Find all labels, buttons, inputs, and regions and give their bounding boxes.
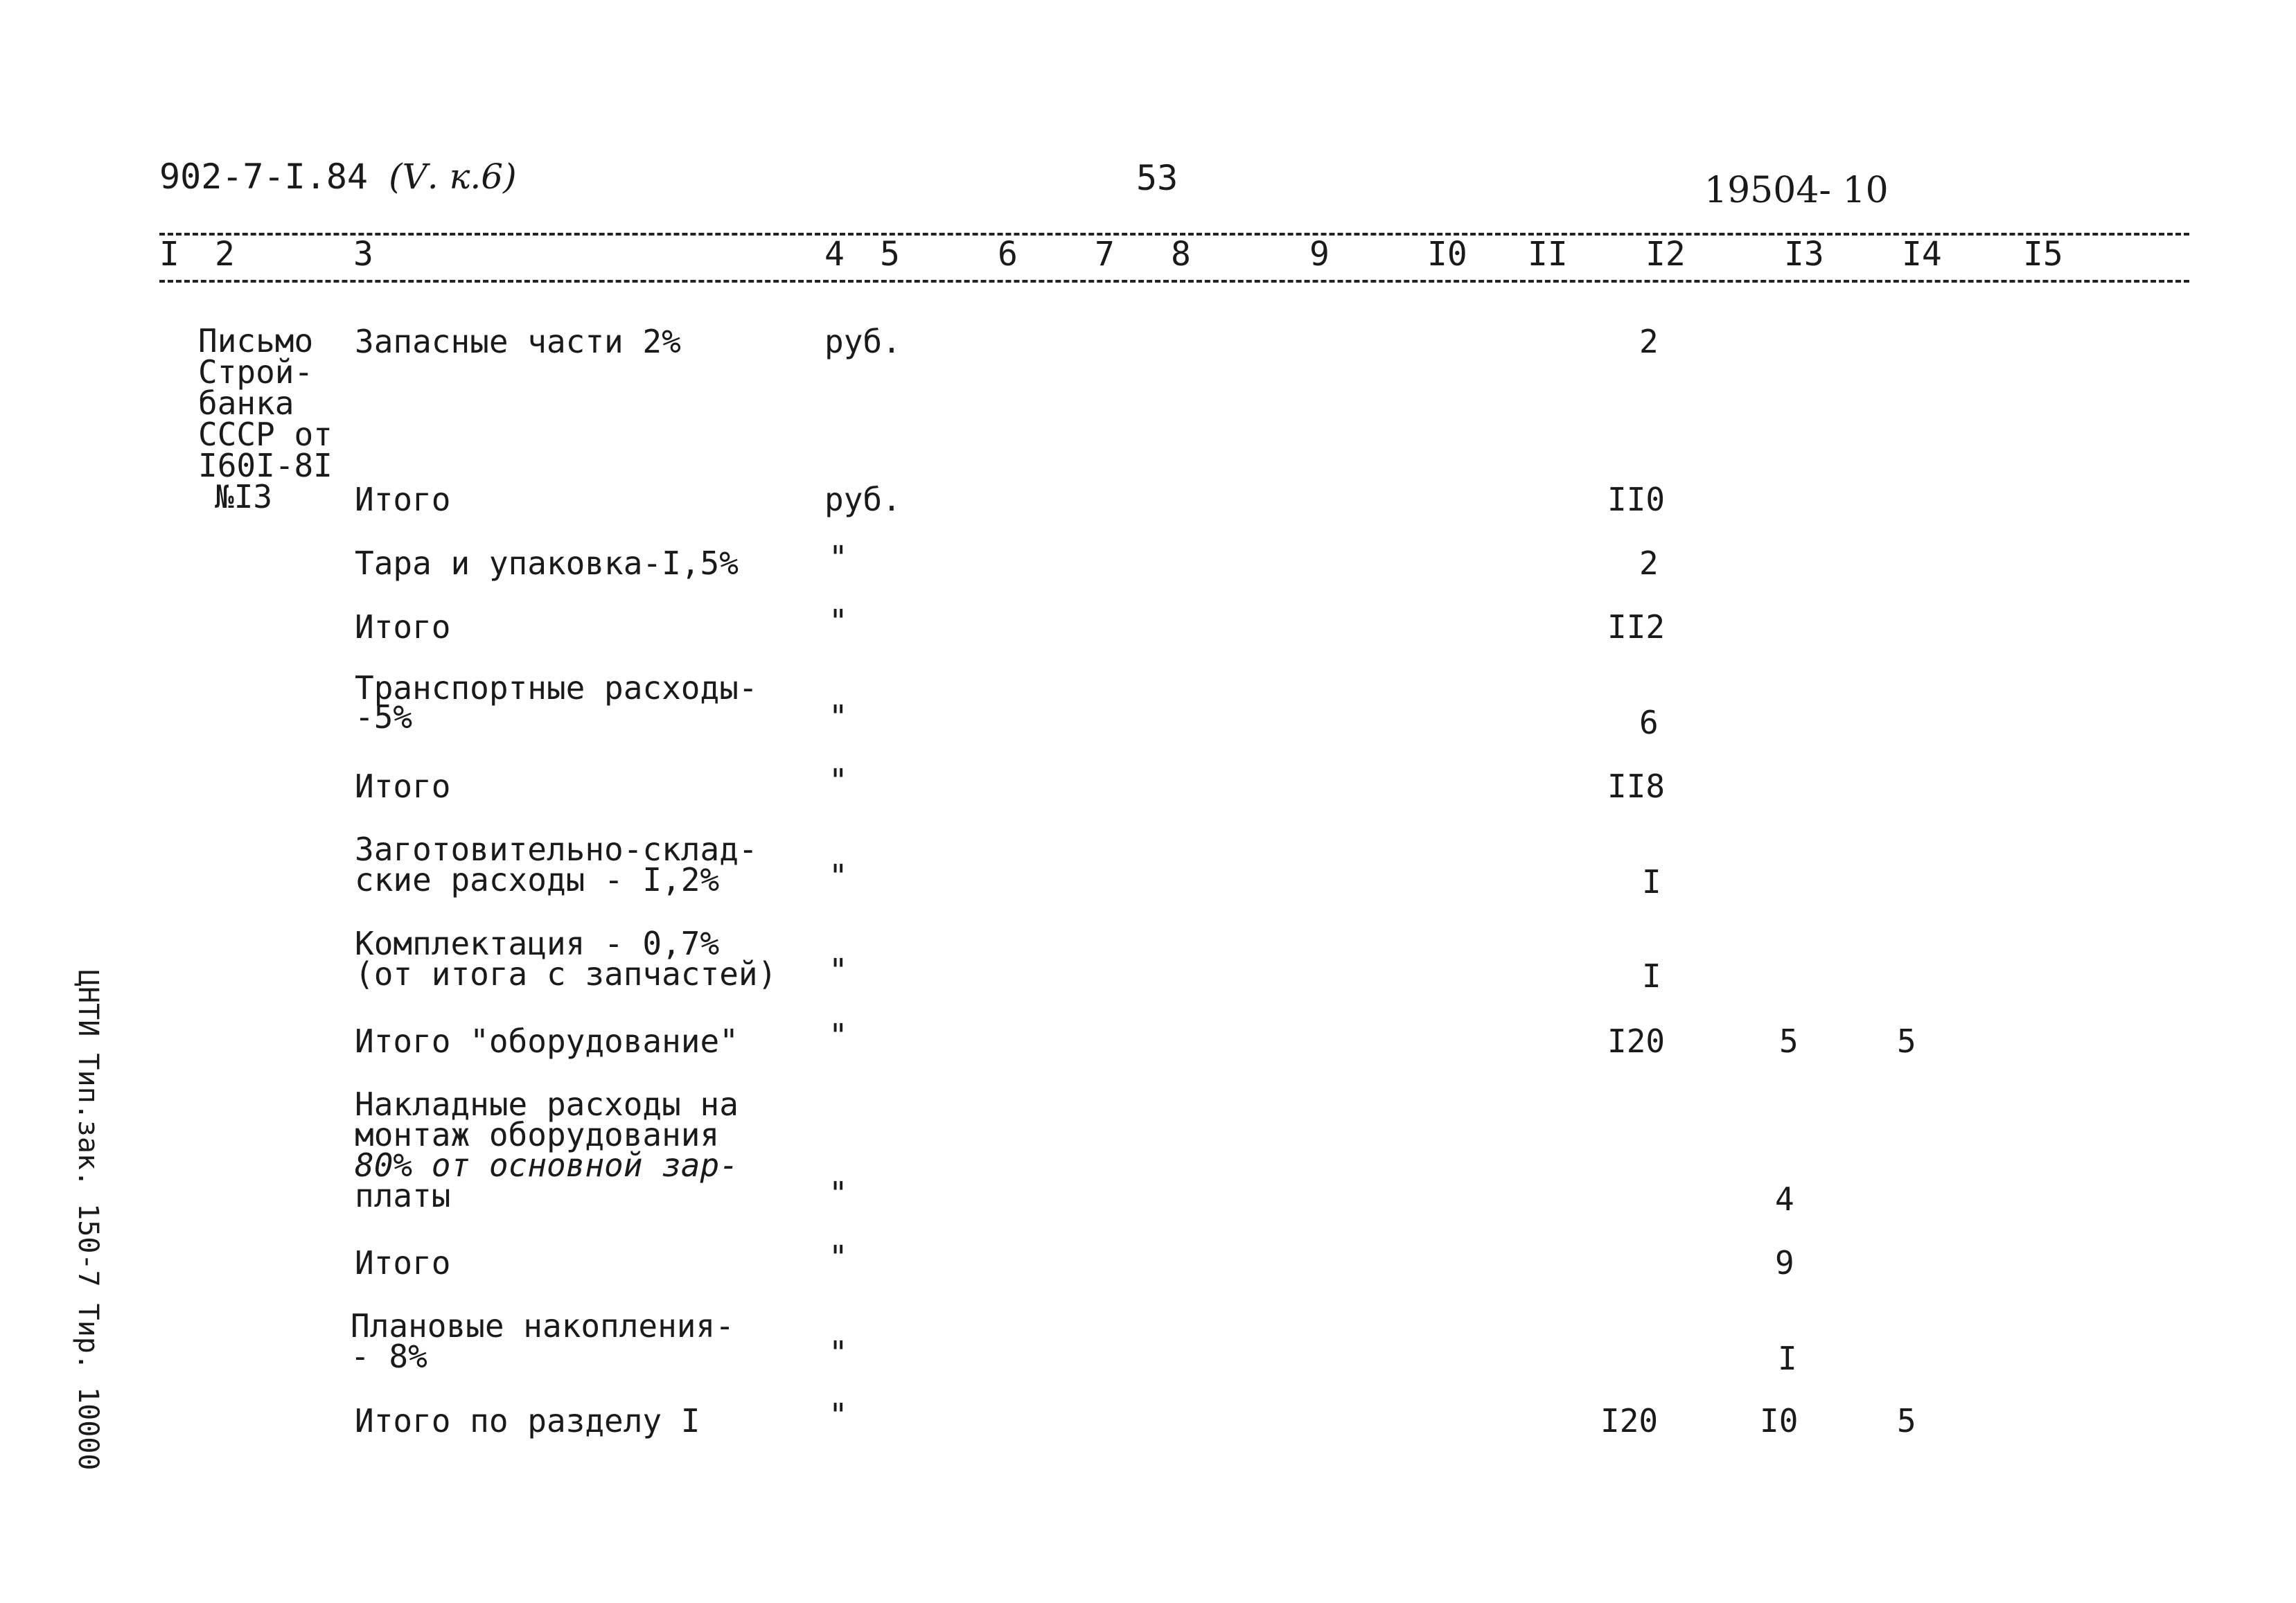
row-name-line: Итого xyxy=(355,768,451,805)
row-unit: руб. xyxy=(824,481,901,518)
source-note-line: Письмо xyxy=(198,322,314,360)
row-name-line: Транспортные расходы- xyxy=(355,669,758,707)
row-value-col12: 2 xyxy=(1639,323,1659,360)
sheet-code: 19504- 10 xyxy=(1704,170,1889,211)
col-header-9: 9 xyxy=(1309,235,1330,274)
row-value-col12: I20 xyxy=(1600,1402,1659,1440)
col-header-4: 4 xyxy=(824,235,845,274)
row-name-line: Итого "оборудование" xyxy=(355,1022,739,1060)
print-stamp: ЦНТИ Тип.зак. 150-7 Тир. 10000 xyxy=(72,970,104,1471)
row-value-col12: II2 xyxy=(1607,608,1666,646)
col-header-14: I4 xyxy=(1902,235,1942,274)
row-name-line: 80% от основной зар- xyxy=(355,1146,739,1184)
row-value-col12: II8 xyxy=(1607,768,1666,805)
row-value-col12: 6 xyxy=(1639,704,1659,741)
row-name xyxy=(355,669,758,736)
source-note-line: СССР от xyxy=(198,416,333,453)
row-name xyxy=(355,925,777,993)
row-name-line: Итого по разделу I xyxy=(355,1402,700,1440)
doc-number xyxy=(159,157,517,197)
row-name xyxy=(355,1022,739,1060)
row-unit: " xyxy=(829,539,848,576)
row-value-col12: II0 xyxy=(1607,481,1666,518)
row-unit: " xyxy=(829,1239,848,1276)
col-header-1: I xyxy=(159,235,179,274)
row-unit: " xyxy=(829,858,848,895)
row-name xyxy=(355,831,758,898)
doc-number-main: 902-7-I.84 xyxy=(159,157,369,197)
header-rule-bottom xyxy=(159,280,2189,283)
row-name-line: Заготовительно-склад- xyxy=(355,831,758,868)
row-name xyxy=(355,481,451,518)
row-name-line: Итого xyxy=(355,608,451,646)
row-name xyxy=(355,1402,700,1440)
source-note xyxy=(198,322,333,515)
row-unit: " xyxy=(829,952,848,989)
row-value-col13: I0 xyxy=(1760,1402,1799,1440)
row-value-col12: 2 xyxy=(1639,544,1659,582)
row-name-line: монтаж оборудования xyxy=(355,1116,720,1153)
row-unit: руб. xyxy=(824,323,901,360)
row-unit: " xyxy=(829,1175,848,1212)
source-note-line: банка xyxy=(198,384,294,422)
row-value-col12: I20 xyxy=(1607,1022,1666,1060)
col-header-13: I3 xyxy=(1784,235,1824,274)
row-value-col12: I xyxy=(1642,863,1661,901)
row-name-line: ские расходы - I,2% xyxy=(355,861,720,898)
row-unit: " xyxy=(829,603,848,640)
row-unit: " xyxy=(829,1017,848,1054)
doc-number-suffix: (Ⅴ. к.6) xyxy=(389,157,517,197)
page-number: 53 xyxy=(1136,158,1178,198)
row-name xyxy=(355,323,681,360)
col-header-5: 5 xyxy=(880,235,900,274)
row-name-line: Плановые накопления- xyxy=(351,1307,734,1345)
col-header-7: 7 xyxy=(1095,235,1115,274)
row-name-line: Тара и упаковка-I,5% xyxy=(355,544,739,582)
col-header-10: I0 xyxy=(1427,235,1467,274)
row-value-col14: 5 xyxy=(1897,1022,1916,1060)
col-header-11: II xyxy=(1528,235,1568,274)
col-header-6: 6 xyxy=(998,235,1018,274)
col-header-8: 8 xyxy=(1171,235,1191,274)
row-value-col13: 5 xyxy=(1779,1022,1799,1060)
row-name-line: Итого xyxy=(355,481,451,518)
col-header-15: I5 xyxy=(2023,235,2063,274)
source-note-line: №I3 xyxy=(215,478,273,515)
row-name-line: Итого xyxy=(355,1244,451,1282)
source-note-line: Строй- xyxy=(198,353,314,391)
row-name-line: (от итога с запчастей) xyxy=(355,955,777,993)
row-name-line: Запасные части 2% xyxy=(355,323,681,360)
row-value-col12: I xyxy=(1642,957,1661,995)
row-name xyxy=(355,1086,739,1214)
row-name-line: Накладные расходы на xyxy=(355,1086,739,1123)
row-value-col13: 4 xyxy=(1775,1180,1794,1218)
col-header-3: 3 xyxy=(353,235,373,274)
row-value-col14: 5 xyxy=(1897,1402,1916,1440)
source-note-line: I60I-8I xyxy=(198,447,333,484)
row-name-line: платы xyxy=(355,1177,451,1214)
row-name xyxy=(355,768,451,805)
row-name-line: Комплектация - 0,7% xyxy=(355,925,720,962)
row-value-col13: 9 xyxy=(1775,1244,1794,1282)
row-name xyxy=(355,544,739,582)
col-header-12: I2 xyxy=(1645,235,1686,274)
row-value-col13: I xyxy=(1778,1340,1797,1377)
row-unit: " xyxy=(829,762,848,799)
row-name xyxy=(351,1307,734,1375)
row-name xyxy=(355,1244,451,1282)
row-unit: " xyxy=(829,1334,848,1372)
row-name xyxy=(355,608,451,646)
row-unit: " xyxy=(829,1397,848,1434)
row-name-line: -5% xyxy=(355,698,413,736)
col-header-2: 2 xyxy=(215,235,235,274)
row-name-line: - 8% xyxy=(351,1338,427,1375)
row-unit: " xyxy=(829,698,848,736)
